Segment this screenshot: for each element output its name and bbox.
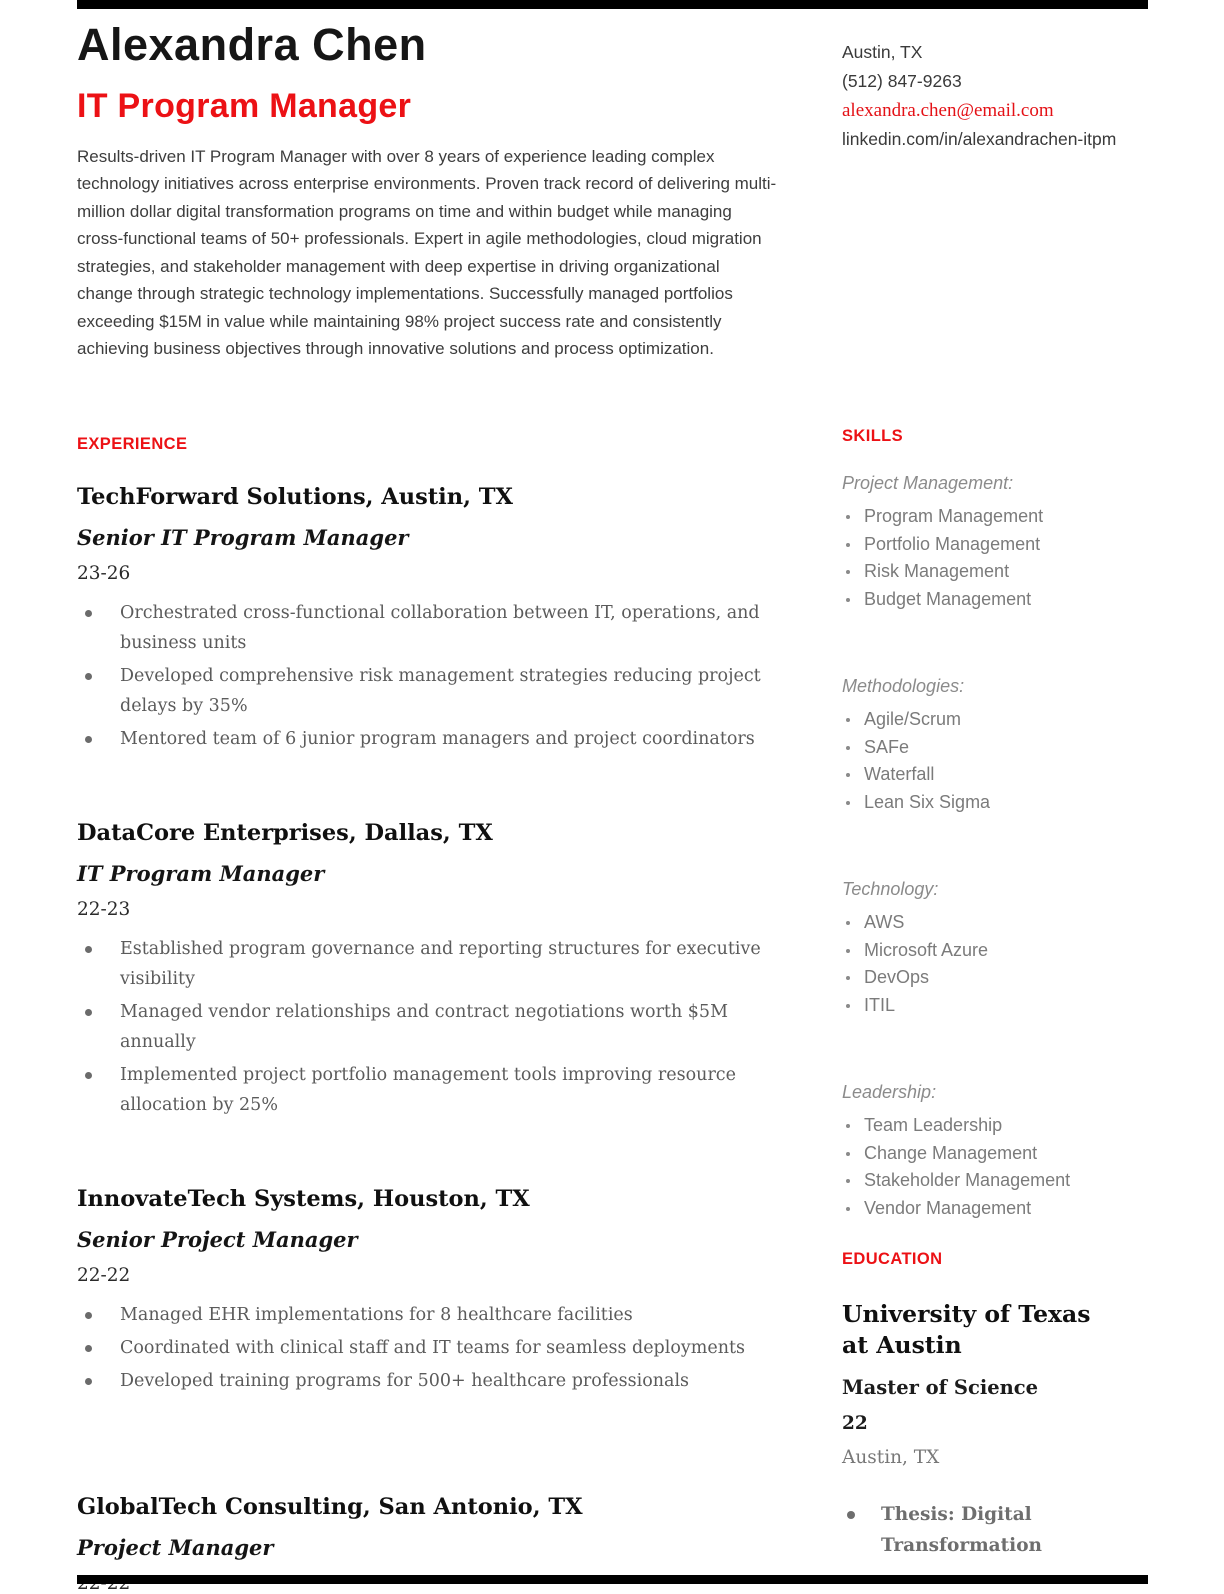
employment-dates: 22-23	[77, 898, 131, 920]
skill-text: Microsoft Azure	[864, 939, 989, 960]
side-column	[842, 14, 1124, 1584]
responsibility-item	[77, 1366, 777, 1396]
skill-group-label: Methodologies:	[842, 676, 965, 696]
skill-item	[842, 531, 1124, 559]
bullet-icon	[846, 1179, 850, 1183]
skill-text: Waterfall	[864, 764, 935, 784]
responsibility-item	[77, 1300, 777, 1330]
responsibility-list	[77, 1300, 777, 1396]
skill-item	[842, 761, 1124, 789]
skill-text: SAFe	[864, 736, 910, 757]
skill-item	[842, 909, 1124, 937]
bullet-icon	[846, 801, 850, 805]
bullet-icon	[85, 673, 92, 680]
skill-text: ITIL	[864, 994, 896, 1015]
education-detail-item	[842, 1499, 1124, 1561]
bullet-icon	[85, 610, 92, 617]
skill-text: Agile/Scrum	[864, 709, 962, 729]
professional-summary: Results-driven IT Program Manager with over 8 years of experience leading complex technology initiatives across enterprise environments. Proven track record of delivering multi-million dollar digital transformation programs on time and within budget while managing cross-functional teams of 50+ professionals. Expert in agile methodologies, cloud migration strategies, and stakeholder management with deep expertise in driving organizational change through strategic technology implementations. Successfully managed portfolios exceeding $15M in value while maintaining 98% project success rate and consistently achieving business objectives through innovative solutions and process optimization.	[77, 146, 777, 358]
bullet-icon	[85, 1312, 92, 1319]
skill-item	[842, 789, 1124, 817]
skill-item	[842, 558, 1124, 586]
skill-item	[842, 1112, 1124, 1140]
skill-group-label: Technology:	[842, 879, 939, 899]
contact-phone: (512) 847-9263	[842, 71, 962, 91]
bullet-icon	[847, 1511, 855, 1519]
skill-group-label: Leadership:	[842, 1082, 937, 1102]
skill-item	[842, 1195, 1124, 1223]
responsibility-text: Developed training programs for 500+ healthcare professionals	[120, 1370, 690, 1391]
skill-item	[842, 503, 1124, 531]
skill-text: Program Management	[864, 506, 1044, 526]
contact-linkedin: linkedin.com/in/alexandrachen-itpm	[842, 129, 1117, 149]
responsibility-text: Managed EHR implementations for 8 healthcare facilities	[120, 1304, 633, 1325]
contact-email-link[interactable]: alexandra.chen@email.com	[842, 100, 1054, 121]
responsibility-item	[77, 661, 777, 721]
responsibility-item	[77, 997, 777, 1057]
skill-item	[842, 586, 1124, 614]
graduation-year: 22	[842, 1413, 868, 1434]
bullet-icon	[846, 1004, 850, 1008]
bullet-icon	[846, 598, 850, 602]
skill-text: Lean Six Sigma	[864, 791, 991, 812]
employment-dates: 23-26	[77, 562, 131, 584]
skill-list	[842, 909, 1124, 1019]
skill-list	[842, 706, 1124, 816]
responsibility-text: Coordinated with clinical staff and IT teams for seamless deployments	[120, 1337, 746, 1358]
bullet-icon	[85, 1072, 92, 1079]
skill-text: DevOps	[864, 967, 930, 987]
bullet-icon	[846, 976, 850, 980]
employment-dates: 22-22	[77, 1264, 131, 1286]
main-column	[77, 14, 777, 1584]
school-location: Austin, TX	[842, 1447, 940, 1468]
bullet-icon	[846, 718, 850, 722]
bullet-icon	[85, 736, 92, 743]
skill-group	[842, 676, 1124, 816]
skill-list	[842, 503, 1124, 613]
skill-text: Budget Management	[864, 588, 1032, 609]
responsibility-list	[77, 598, 777, 754]
bullet-icon	[846, 746, 850, 750]
skill-item	[842, 992, 1124, 1020]
company-name: GlobalTech Consulting, San Antonio, TX	[77, 1493, 583, 1520]
company-name: InnovateTech Systems, Houston, TX	[77, 1185, 530, 1212]
skill-text: Vendor Management	[864, 1197, 1032, 1218]
role-title: Senior Project Manager	[77, 1226, 358, 1252]
responsibility-item	[77, 1333, 777, 1363]
bullet-icon	[846, 570, 850, 574]
contact-block	[842, 14, 1124, 154]
bullet-icon	[85, 1378, 92, 1385]
bullet-icon	[846, 1124, 850, 1128]
bullet-icon	[846, 543, 850, 547]
skill-text: Stakeholder Management	[864, 1170, 1071, 1190]
skill-text: Risk Management	[864, 561, 1010, 581]
contact-location: Austin, TX	[842, 42, 923, 62]
role-title: Project Manager	[77, 1534, 274, 1560]
responsibility-item	[77, 598, 777, 658]
skill-text: Change Management	[864, 1142, 1038, 1163]
experience-entry	[77, 820, 777, 1120]
skill-group	[842, 1082, 1124, 1222]
bullet-icon	[846, 773, 850, 777]
experience-section-heading: EXPERIENCE	[77, 434, 188, 453]
skill-group-label: Project Management:	[842, 473, 1014, 493]
skills-section	[842, 427, 1124, 1222]
responsibility-text: Implemented project portfolio management tools improving resource allocation by 25%	[120, 1064, 736, 1115]
thesis-text: Thesis: Digital Transformation	[881, 1504, 1042, 1556]
bottom-border-rule	[77, 1575, 1148, 1584]
bullet-icon	[846, 921, 850, 925]
bullet-icon	[846, 515, 850, 519]
company-name: DataCore Enterprises, Dallas, TX	[77, 819, 493, 846]
degree: Master of Science	[842, 1376, 1039, 1399]
education-detail-list	[842, 1499, 1124, 1561]
skill-list	[842, 1112, 1124, 1222]
skill-text: Team Leadership	[864, 1115, 1003, 1135]
bullet-icon	[846, 1207, 850, 1211]
responsibility-item	[77, 1060, 777, 1120]
skill-item	[842, 734, 1124, 762]
skill-item	[842, 706, 1124, 734]
person-job-title: IT Program Manager	[77, 86, 412, 125]
skill-item	[842, 964, 1124, 992]
responsibility-list	[77, 934, 777, 1120]
responsibility-text: Managed vendor relationships and contract negotiations worth $5M annually	[120, 1001, 728, 1052]
bullet-icon	[85, 1345, 92, 1352]
skill-group	[842, 879, 1124, 1019]
education-section	[842, 1250, 1124, 1561]
education-section-heading: EDUCATION	[842, 1250, 943, 1268]
role-title: Senior IT Program Manager	[77, 524, 409, 550]
skill-text: AWS	[864, 912, 905, 932]
company-name: TechForward Solutions, Austin, TX	[77, 483, 513, 510]
skill-item	[842, 937, 1124, 965]
skill-text: Portfolio Management	[864, 533, 1041, 554]
bullet-icon	[85, 1009, 92, 1016]
responsibility-item	[77, 724, 777, 754]
experience-entry	[77, 1186, 777, 1396]
responsibility-text: Mentored team of 6 junior program managers and project coordinators	[120, 728, 755, 749]
responsibility-text: Orchestrated cross-functional collaboration between IT, operations, and business units	[120, 602, 760, 653]
bullet-icon	[85, 946, 92, 953]
school-name: University of Texas at Austin	[842, 1300, 1091, 1359]
skill-group	[842, 473, 1124, 613]
experience-entry	[77, 484, 777, 754]
responsibility-item	[77, 934, 777, 994]
responsibility-text: Developed comprehensive risk management strategies reducing project delays by 35%	[120, 665, 761, 716]
skill-item	[842, 1140, 1124, 1168]
skill-item	[842, 1167, 1124, 1195]
skills-section-heading: SKILLS	[842, 427, 904, 445]
person-name: Alexandra Chen	[77, 19, 427, 70]
bullet-icon	[846, 949, 850, 953]
role-title: IT Program Manager	[77, 860, 325, 886]
responsibility-text: Established program governance and reporting structures for executive visibility	[120, 938, 761, 989]
bullet-icon	[846, 1152, 850, 1156]
